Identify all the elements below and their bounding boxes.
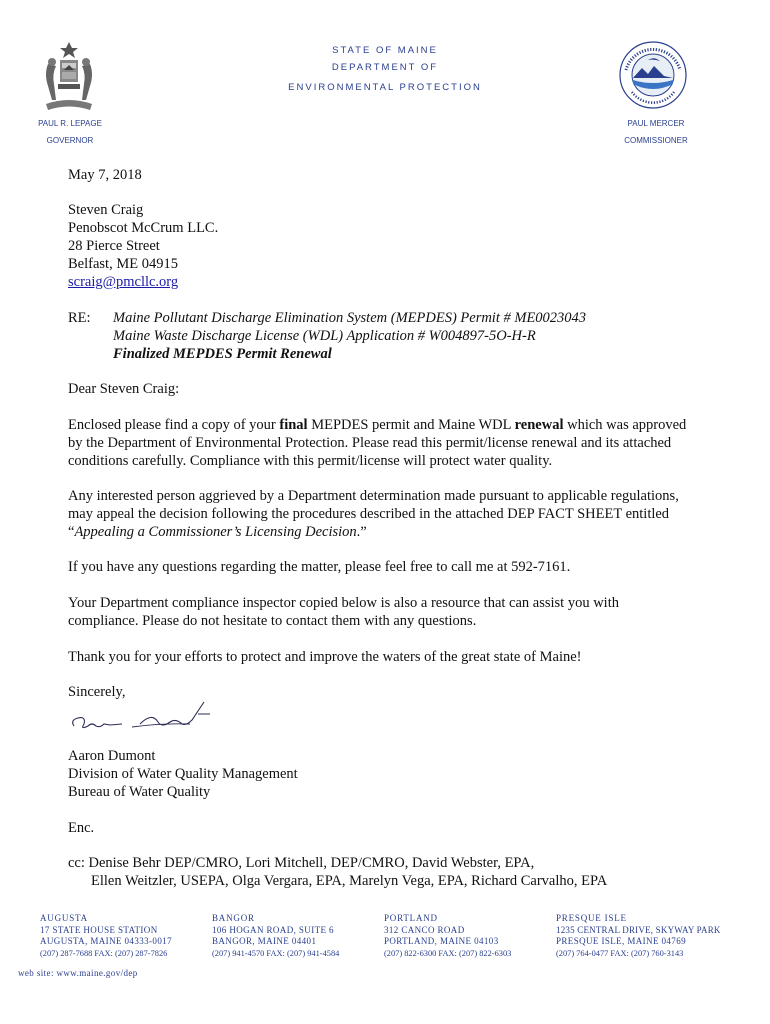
footer-website[interactable]: web site: www.maine.gov/dep <box>18 968 138 978</box>
governor-name: PAUL R. LEPAGE <box>38 119 102 128</box>
footer-office-bangor: BANGOR 106 HOGAN ROAD, SUITE 6 BANGOR, MAINE 04401 (207) 941-4570 FAX: (207) 941-4584 <box>212 913 340 958</box>
footer-office-portland: PORTLAND 312 CANCO ROAD PORTLAND, MAINE 04103 (207) 822-6300 FAX: (207) 822-6303 <box>384 913 512 958</box>
footer-office-presque-isle: PRESQUE ISLE 1235 CENTRAL DRIVE, SKYWAY PARK PRESQUE ISLE, MAINE 04769 (207) 764-0477 FAX: (207) 760-3143 <box>556 913 721 958</box>
commissioner-name: PAUL MERCER <box>627 119 685 128</box>
paragraph-questions: If you have any questions regarding the matter, please feel free to call me at 592-7161. <box>68 559 571 575</box>
signer-name: Aaron Dumont <box>68 748 156 764</box>
cc-line-1: cc: Denise Behr DEP/CMRO, Lori Mitchell, DEP/CMRO, David Webster, EPA, <box>68 855 535 871</box>
cc-line-2: Ellen Weitzler, USEPA, Olga Vergara, EPA, Marelyn Vega, EPA, Richard Carvalho, EPA <box>91 873 608 889</box>
handwritten-signature <box>62 700 222 740</box>
salutation: Dear Steven Craig: <box>68 381 180 397</box>
enclosure-note: Enc. <box>68 820 95 836</box>
footer-office-augusta: AUGUSTA 17 STATE HOUSE STATION AUGUSTA, MAINE 04333-0017 (207) 287-7688 FAX: (207) 287-7826 <box>40 913 173 958</box>
re-license-line: Maine Waste Discharge License (WDL) Application # W004897-5O-H-R <box>113 328 536 344</box>
paragraph-appeal: Any interested person aggrieved by a Department determination made pursuant to applicable regulations, may appeal the decision following the procedures described in the attached DEP FACT SHEET entitled “Appealing a Commissioner’s Licensing Decision.” <box>68 488 679 540</box>
header-line-state: STATE OF MAINE <box>332 45 438 56</box>
commissioner-title: COMMISSIONER <box>624 136 688 145</box>
re-label: RE: <box>68 310 91 326</box>
header-line-department: DEPARTMENT OF <box>331 62 439 73</box>
re-permit-line: Maine Pollutant Discharge Elimination System (MEPDES) Permit # ME0023043 <box>113 310 587 326</box>
paragraph-enclosed: Enclosed please find a copy of your final MEPDES permit and Maine WDL renewal which was approved by the Department of Environmental Protection. Please read this permit/license renewal and its attached conditions carefully. Compliance with this permit/license will protect water quality. <box>68 417 687 469</box>
header-line-protection: ENVIRONMENTAL PROTECTION <box>288 82 482 93</box>
paragraph-thanks: Thank you for your efforts to protect and improve the waters of the great state of Maine! <box>68 649 582 665</box>
recipient-street: 28 Pierce Street <box>68 238 160 254</box>
re-subject-line: Finalized MEPDES Permit Renewal <box>113 346 332 362</box>
signer-division: Division of Water Quality Management <box>68 766 298 782</box>
paragraph-inspector: Your Department compliance inspector copied below is also a resource that can assist you with compliance. Please do not hesitate to contact them with any questions. <box>68 595 619 629</box>
recipient-name: Steven Craig <box>68 202 144 218</box>
recipient-city: Belfast, ME 04915 <box>68 256 178 272</box>
signer-bureau: Bureau of Water Quality <box>68 784 211 800</box>
governor-title: GOVERNOR <box>46 136 94 145</box>
letter-date: May 7, 2018 <box>68 167 142 183</box>
dep-seal-logo <box>618 40 688 110</box>
recipient-email-link[interactable]: scraig@pmcllc.org <box>68 274 179 290</box>
recipient-company: Penobscot McCrum LLC. <box>68 220 219 236</box>
closing: Sincerely, <box>68 684 126 700</box>
